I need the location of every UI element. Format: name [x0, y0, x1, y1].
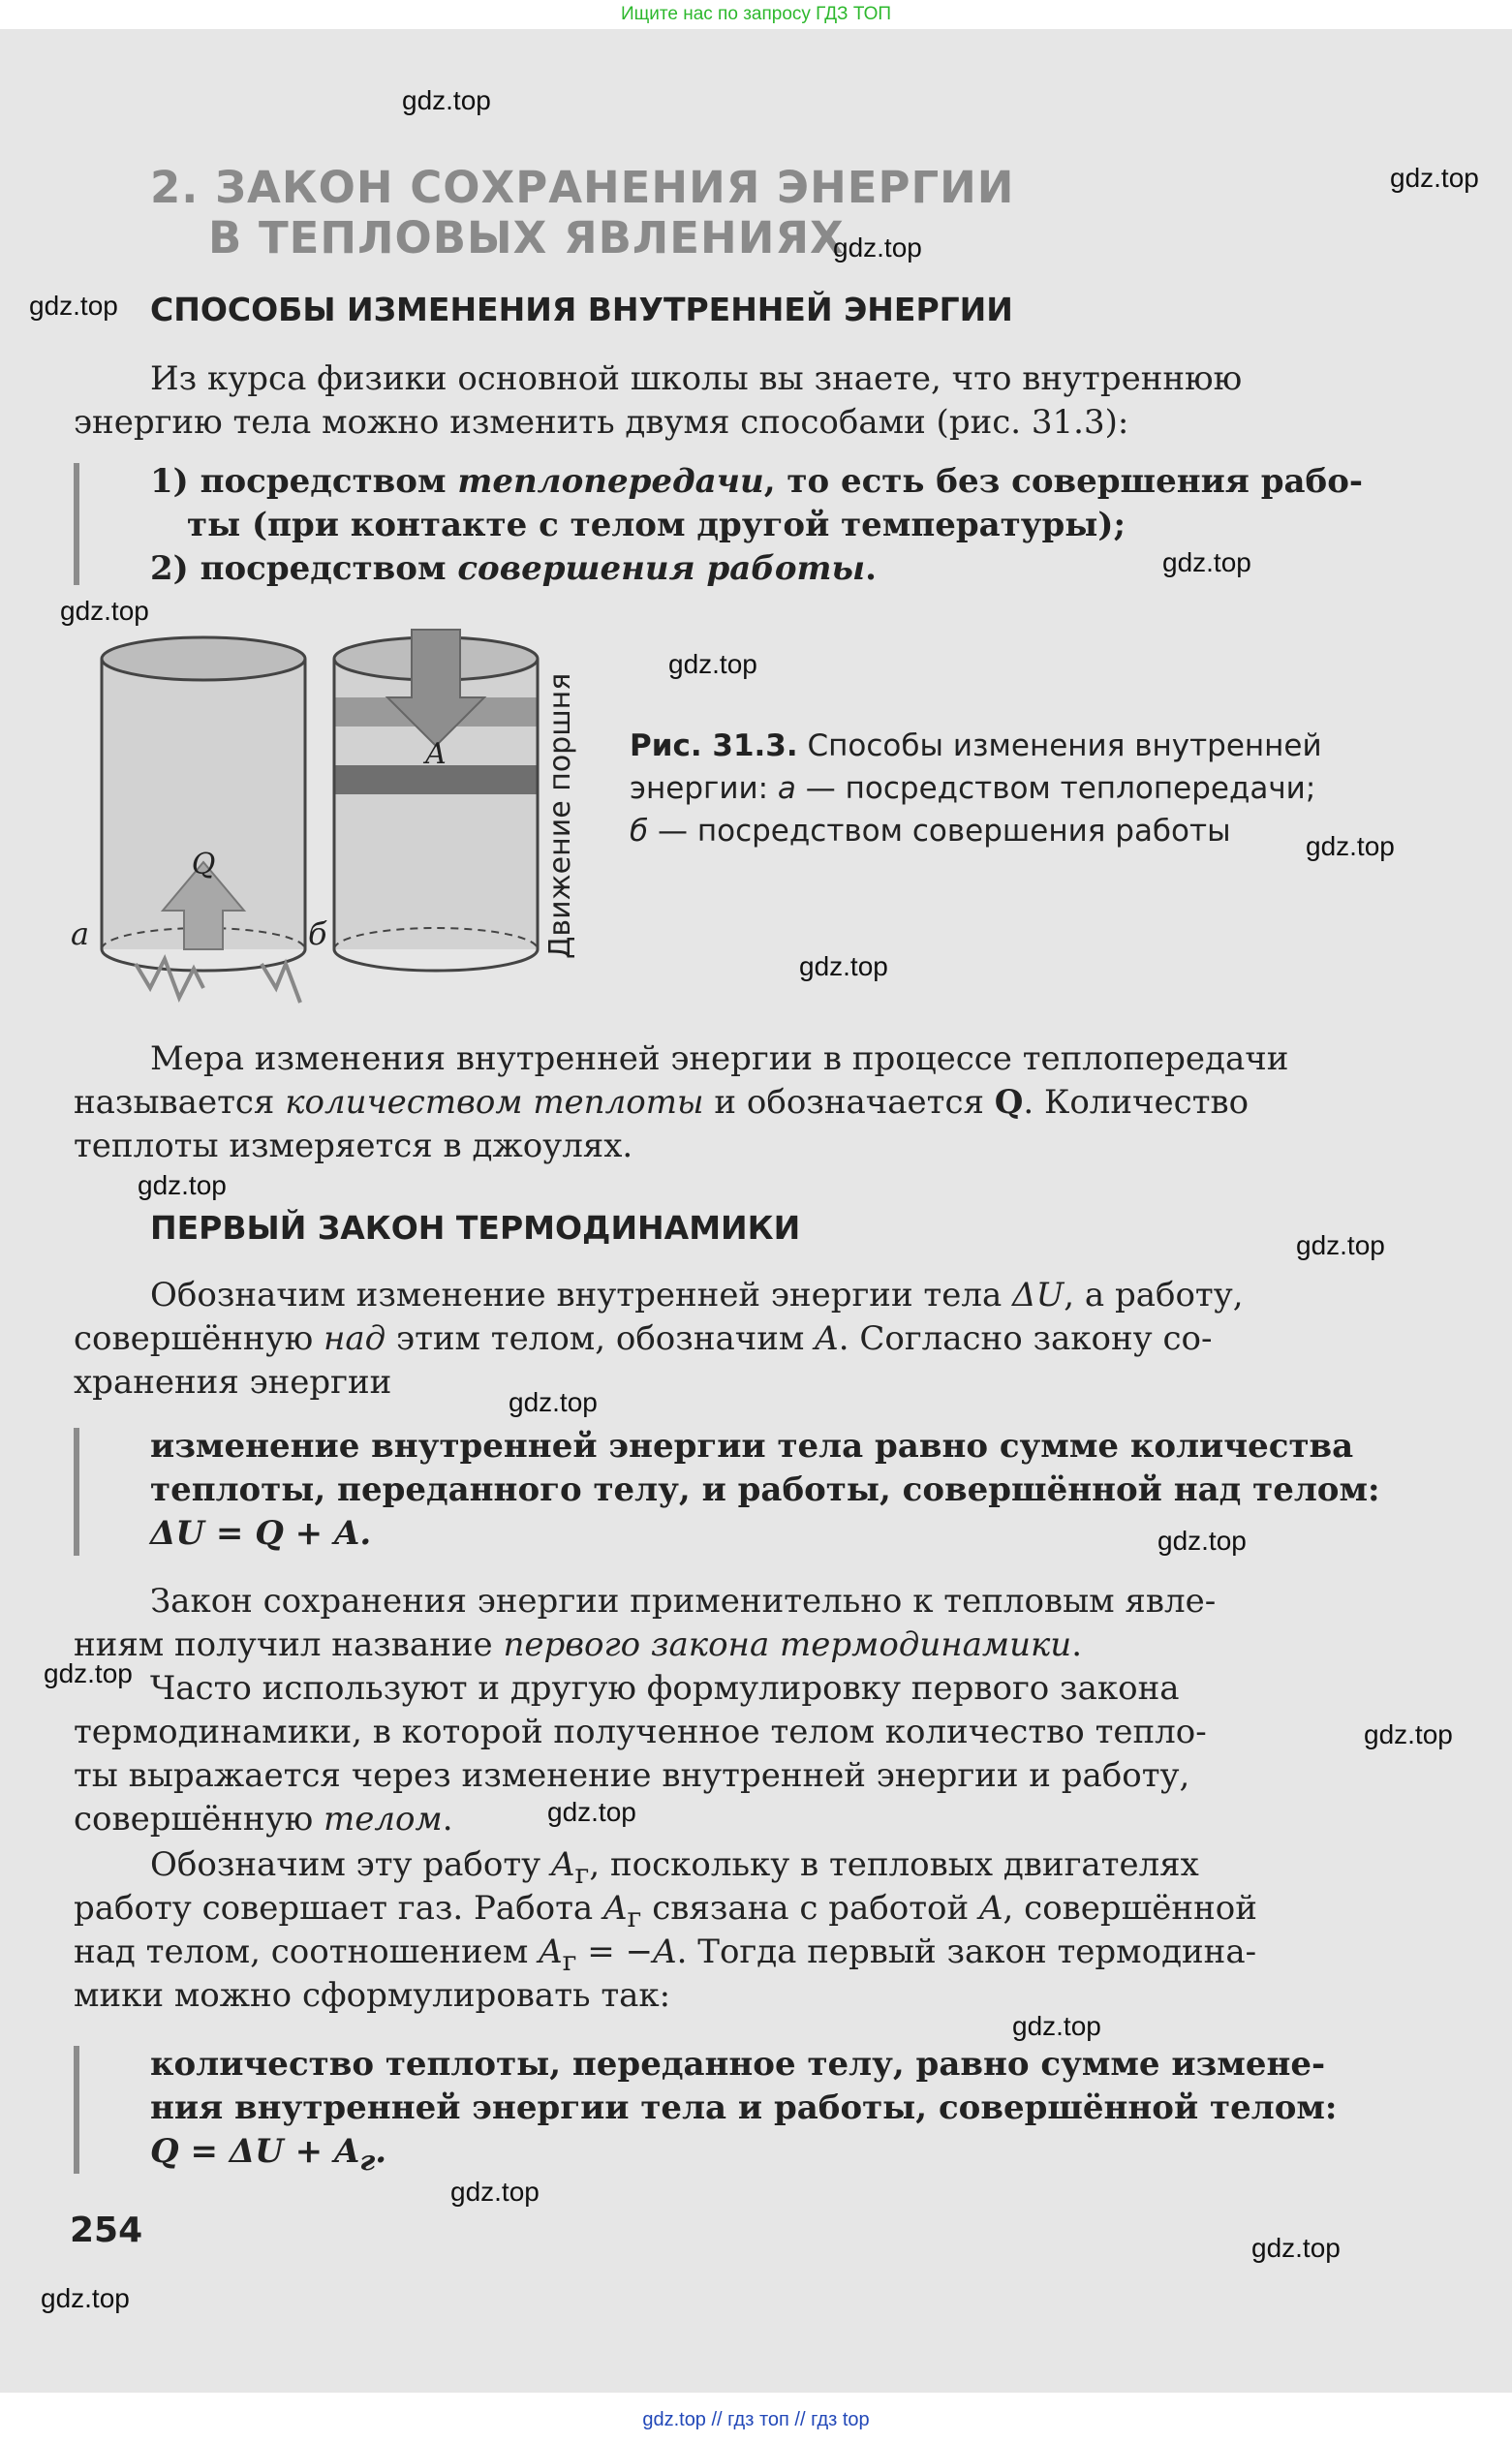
- p2-line-2: [74, 1623, 1082, 1667]
- heat-text-2a: называется: [74, 1083, 286, 1122]
- caption-line-2: [630, 767, 1322, 810]
- p4-sub-3: г: [562, 1944, 577, 1977]
- p2-text-2a: ниям получил название: [74, 1625, 504, 1664]
- p3-body: телом: [324, 1800, 443, 1839]
- watermark: gdz.top: [138, 1170, 227, 1200]
- p1-delta-u: ΔU: [1012, 1276, 1065, 1314]
- watermark: gdz.top: [668, 649, 757, 679]
- page-number: 254: [70, 2211, 143, 2250]
- watermark: gdz.top: [833, 232, 922, 263]
- bottom-banner[interactable]: gdz.top // гдз топ // гдз top: [642, 2409, 870, 2430]
- caption-text-1: Способы изменения внутренней: [797, 728, 1322, 763]
- watermark: gdz.top: [547, 1797, 636, 1827]
- law-1-line-2: теплоты, переданного телу, и работы, совершённой над телом:: [150, 1470, 1380, 1509]
- emphasis-bar: [74, 463, 79, 585]
- watermark: gdz.top: [44, 1658, 133, 1688]
- way-1-line-1: [150, 459, 1363, 504]
- section-title-line-1: 2. ЗАКОН СОХРАНЕНИЯ ЭНЕРГИИ: [150, 162, 1015, 213]
- law-2-formula-end: .: [375, 2132, 387, 2171]
- caption-text-3b: — посредством совершения работы: [648, 814, 1231, 849]
- p1-line-1: [150, 1273, 1244, 1317]
- p1-text-2c: этим телом, обозначим: [386, 1319, 816, 1358]
- p3-text-4a: совершённую: [74, 1800, 324, 1839]
- caption-line-3: [630, 810, 1322, 852]
- watermark: gdz.top: [1306, 831, 1395, 861]
- p1-a: A: [815, 1319, 839, 1358]
- watermark: gdz.top: [1162, 547, 1251, 577]
- p4-text-1d: , поскольку в тепловых двигателях: [589, 1845, 1199, 1884]
- p4-text-2f: , совершённой: [1003, 1889, 1257, 1928]
- way-2-end: .: [865, 549, 877, 588]
- p4-ag-3: A: [539, 1933, 563, 1971]
- p1-text-1c: , а работу,: [1064, 1276, 1244, 1314]
- p1-text-2e: . Согласно закону со-: [838, 1319, 1213, 1358]
- caption-text-2a: энергии:: [630, 771, 778, 806]
- p2-term: первого закона термодинамики: [503, 1625, 1072, 1664]
- subheading-ways: СПОСОБЫ ИЗМЕНЕНИЯ ВНУТРЕННЕЙ ЭНЕРГИИ: [150, 291, 1013, 328]
- way-1-text: 1) посредством: [150, 462, 458, 501]
- p4-text-2d: связана с работой: [641, 1889, 979, 1928]
- watermark: gdz.top: [1012, 2011, 1101, 2041]
- law-2-line-1: количество теплоты, переданное телу, равно сумме измене-: [150, 2045, 1326, 2084]
- p3-line-2: термодинамики, в которой полученное телом количество тепло-: [74, 1713, 1207, 1751]
- way-2-term: совершения работы: [457, 549, 866, 588]
- law-1-formula: ΔU = Q + A.: [150, 1514, 372, 1553]
- section-title-line-2: В ТЕПЛОВЫХ ЯВЛЕНИЯХ: [208, 212, 845, 263]
- p4-text-2a: работу совершает газ. Работа: [74, 1889, 603, 1928]
- p4-a-2: A: [978, 1889, 1003, 1928]
- p4-text-3d: = −: [576, 1933, 654, 1971]
- top-banner[interactable]: Ищите нас по запросу ГДЗ ТОП: [620, 4, 892, 24]
- figure-letter-b: б: [308, 915, 327, 952]
- watermark: gdz.top: [1157, 1526, 1247, 1556]
- caption-text-2c: — посредством теплопередачи;: [795, 771, 1316, 806]
- heat-line-1: Мера изменения внутренней энергии в процессе теплопередачи: [150, 1039, 1289, 1078]
- way-2: [150, 546, 877, 591]
- p4-sub-2: г: [627, 1901, 642, 1933]
- figure-caption: [630, 725, 1322, 852]
- work-label: A: [425, 737, 447, 771]
- p4-sub-1: г: [574, 1857, 590, 1890]
- watermark: gdz.top: [1390, 163, 1479, 193]
- watermark: gdz.top: [450, 2177, 540, 2207]
- cylinder-b: [334, 630, 538, 971]
- piston-label-text: Движение поршня: [543, 672, 577, 959]
- caption-label: Рис. 31.3.: [630, 728, 798, 763]
- law-2-line-2: ния внутренней энергии тела и работы, совершённой телом:: [150, 2088, 1338, 2127]
- intro-line-1: Из курса физики основной школы вы знаете, что внутреннюю: [150, 359, 1243, 398]
- p4-ag-2: A: [602, 1889, 628, 1928]
- watermark: gdz.top: [60, 596, 149, 626]
- watermark: gdz.top: [402, 85, 491, 115]
- p4-line-4: мики можно сформулировать так:: [74, 1976, 671, 2015]
- law-1-line-1: изменение внутренней энергии тела равно сумме количества: [150, 1427, 1354, 1466]
- p1-line-2: [74, 1316, 1213, 1361]
- p3-line-3: ты выражается через изменение внутренней энергии и работу,: [74, 1756, 1190, 1795]
- p2-text-2c: .: [1071, 1625, 1083, 1664]
- heat-line-2: [74, 1080, 1249, 1125]
- law-2-formula: [150, 2129, 386, 2182]
- p1-line-3: хранения энергии: [74, 1363, 392, 1402]
- watermark: gdz.top: [509, 1387, 598, 1417]
- p1-text-2a: совершённую: [74, 1319, 324, 1358]
- heat-line-3: теплоты измеряется в джоулях.: [74, 1127, 633, 1165]
- heat-term: количеством теплоты: [285, 1083, 704, 1122]
- heat-text-2e: . Количество: [1023, 1083, 1250, 1122]
- heat-label: Q: [191, 848, 216, 881]
- p4-text-3f: . Тогда первый закон термодина-: [676, 1933, 1257, 1971]
- law-2-bar: [74, 2046, 79, 2174]
- law-2-formula-main: Q = ΔU + A: [150, 2132, 360, 2171]
- watermark: gdz.top: [41, 2283, 130, 2313]
- subheading-first-law: ПЕРВЫЙ ЗАКОН ТЕРМОДИНАМИКИ: [150, 1209, 801, 1247]
- watermark: gdz.top: [1296, 1230, 1385, 1260]
- p2-line-1: Закон сохранения энергии применительно к тепловым явле-: [150, 1582, 1217, 1621]
- watermark: gdz.top: [29, 291, 118, 321]
- p4-text-3a: над телом, соотношением: [74, 1933, 540, 1971]
- p3-line-4: [74, 1797, 453, 1841]
- law-2-formula-sub: г: [359, 2143, 376, 2177]
- intro-line-2: энергию тела можно изменить двумя способами (рис. 31.3):: [74, 403, 1129, 442]
- way-1-term: теплопередачи: [457, 462, 764, 501]
- piston-label: [531, 639, 589, 969]
- watermark: gdz.top: [799, 951, 888, 981]
- figure-letter-a: а: [71, 915, 90, 952]
- p4-ag-1: A: [550, 1845, 575, 1884]
- p4-a-3: A: [653, 1933, 677, 1971]
- way-2-text: 2) посредством: [150, 549, 458, 588]
- law-1-bar: [74, 1428, 79, 1556]
- p1-over: над: [324, 1319, 386, 1358]
- p3-text-4c: .: [442, 1800, 453, 1839]
- way-1-line-2: ты (при контакте с телом другой температуры);: [187, 506, 1126, 544]
- p3-line-1: Часто используют и другую формулировку первого закона: [150, 1669, 1180, 1708]
- caption-line-1: [630, 725, 1322, 767]
- way-1-rest: , то есть без совершения рабо-: [763, 462, 1364, 501]
- watermark: gdz.top: [1364, 1719, 1453, 1749]
- heat-symbol: Q: [994, 1083, 1024, 1122]
- caption-letter-a: а: [777, 771, 796, 806]
- p1-text-1a: Обозначим изменение внутренней энергии тела: [150, 1276, 1013, 1314]
- watermark: gdz.top: [1251, 2233, 1341, 2263]
- p4-text-1a: Обозначим эту работу: [150, 1845, 551, 1884]
- caption-letter-b: б: [630, 814, 649, 849]
- heat-text-2c: и обозначается: [703, 1083, 995, 1122]
